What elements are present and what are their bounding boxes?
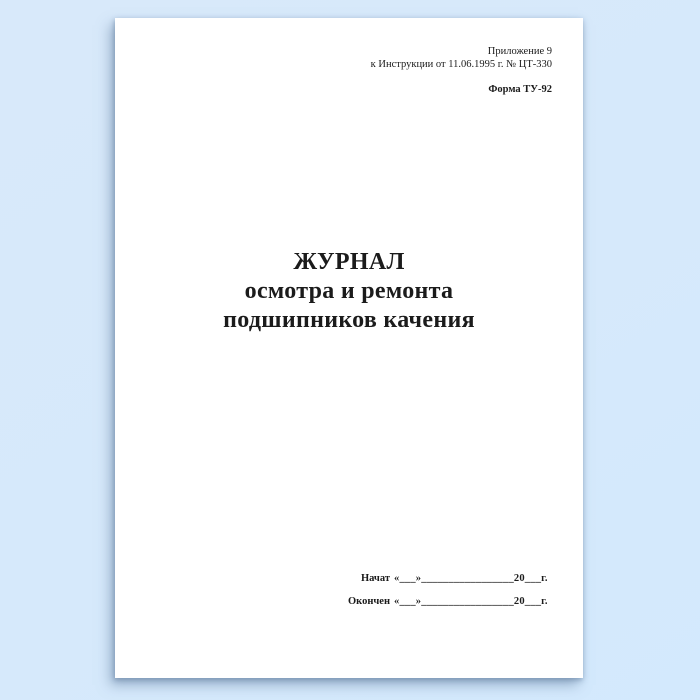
date-finished-blank: «___»_________________20___г. — [394, 596, 548, 607]
appendix-reference-block — [371, 45, 552, 96]
title-line-1: ЖУРНАЛ — [293, 249, 405, 275]
title-line-3: подшипников качения — [223, 307, 475, 333]
appendix-line: Приложение 9 — [487, 46, 552, 57]
document-title — [115, 248, 583, 335]
title-line-2: осмотра и ремонта — [244, 278, 454, 304]
date-started-label: Начат — [360, 573, 390, 584]
instruction-line: к Инструкции от 11.06.1995 г. № ЦТ-330 — [370, 59, 552, 70]
form-number: Форма ТУ-92 — [488, 84, 552, 95]
date-started-blank: «___»_________________20___г. — [394, 573, 548, 584]
date-started-row — [115, 572, 583, 586]
date-finished-row — [115, 595, 583, 609]
document-page — [115, 18, 583, 678]
dates-block — [115, 572, 583, 618]
date-finished-label: Окончен — [347, 596, 390, 607]
